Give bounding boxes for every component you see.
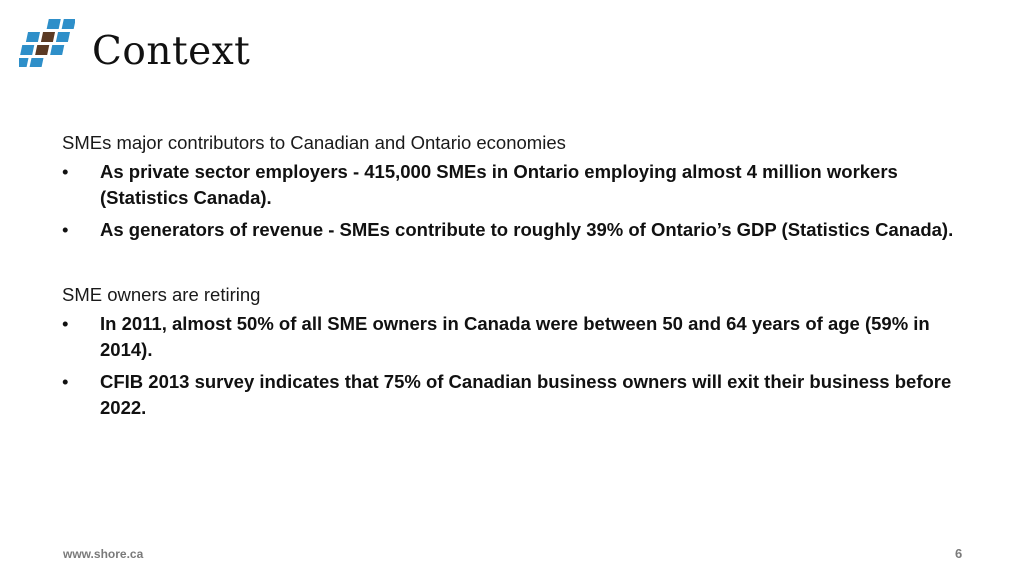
list-item (62, 311, 962, 363)
bullet-marker: • (62, 313, 69, 334)
footer-url: www.shore.ca (63, 547, 144, 561)
bullet-list-retiring (62, 311, 962, 421)
bullet-list-contributors (62, 159, 962, 243)
slide-title: Context (92, 29, 251, 74)
list-item (62, 159, 962, 211)
slide-body (62, 131, 962, 427)
bullet-text: In 2011, almost 50% of all SME owners in Canada were between 50 and 64 years of age (59% in 2014). (100, 313, 930, 360)
section-heading-contributors: SMEs major contributors to Canadian and Ontario economies (62, 132, 566, 153)
company-logo (19, 18, 75, 68)
bullet-marker: • (62, 219, 69, 240)
bullet-text: As private sector employers - 415,000 SMEs in Ontario employing almost 4 million workers (Statistics Canada). (100, 161, 898, 208)
bullet-marker: • (62, 371, 69, 392)
bullet-text: CFIB 2013 survey indicates that 75% of Canadian business owners will exit their business before 2022. (100, 371, 952, 418)
page-number: 6 (955, 546, 963, 561)
bullet-text: As generators of revenue - SMEs contribute to roughly 39% of Ontario’s GDP (Statistics Canada). (100, 219, 954, 240)
list-item (62, 369, 962, 421)
bullet-marker: • (62, 161, 69, 182)
list-item (62, 217, 962, 243)
section-heading-retiring: SME owners are retiring (62, 284, 261, 305)
